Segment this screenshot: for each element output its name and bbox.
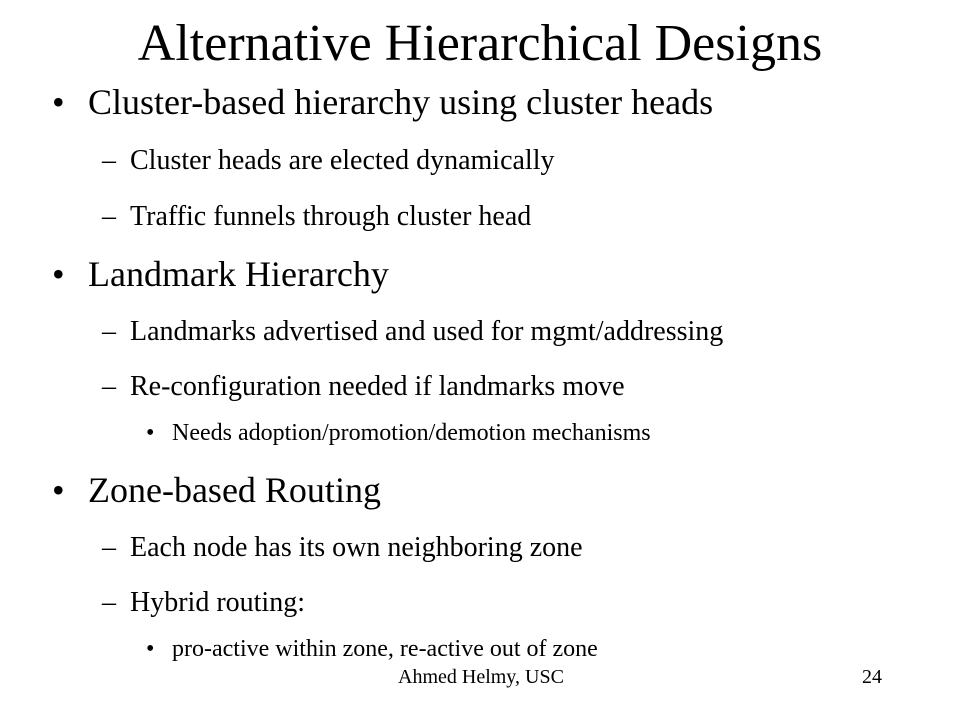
sub-sub-bullet-text: pro-active within zone, re-active out of zone <box>172 636 598 662</box>
footer-author: Ahmed Helmy, USC <box>398 666 564 688</box>
sub-bullet-traffic-funnels <box>102 199 532 235</box>
dash-marker: – <box>102 145 116 176</box>
sub-sub-bullet-text: Needs adoption/promotion/demotion mechanisms <box>172 420 651 446</box>
sub-bullet-landmarks-advertised <box>102 314 724 350</box>
bullet-text: Landmark Hierarchy <box>88 254 389 294</box>
sub-bullet-text: Hybrid routing: <box>130 587 305 618</box>
sub-bullet-cluster-heads-elected <box>102 143 555 179</box>
sub-bullet-text: Each node has its own neighboring zone <box>130 532 583 563</box>
sub-bullet-text: Landmarks advertised and used for mgmt/addressing <box>130 316 724 347</box>
bullet-text: Zone-based Routing <box>88 470 381 510</box>
sub-sub-bullet-pro-active <box>146 634 598 664</box>
sub-bullet-text: Re-configuration needed if landmarks move <box>130 371 625 402</box>
bullet-marker: • <box>146 636 155 662</box>
sub-bullet-reconfiguration <box>102 369 625 405</box>
bullet-cluster-based <box>52 80 714 124</box>
bullet-marker: • <box>52 254 65 294</box>
bullet-marker: • <box>52 82 65 122</box>
sub-bullet-text: Traffic funnels through cluster head <box>130 201 532 232</box>
bullet-zone-based-routing <box>52 468 381 512</box>
bullet-landmark-hierarchy <box>52 252 389 296</box>
bullet-marker: • <box>52 470 65 510</box>
sub-bullet-each-node <box>102 530 583 566</box>
dash-marker: – <box>102 587 116 618</box>
sub-bullet-text: Cluster heads are elected dynamically <box>130 145 555 176</box>
bullet-marker: • <box>146 420 155 446</box>
bullet-text: Cluster-based hierarchy using cluster heads <box>88 82 714 122</box>
dash-marker: – <box>102 532 116 563</box>
sub-sub-bullet-needs-adoption <box>146 418 651 448</box>
slide-title: Alternative Hierarchical Designs <box>137 15 823 72</box>
dash-marker: – <box>102 371 116 402</box>
dash-marker: – <box>102 316 116 347</box>
sub-bullet-hybrid-routing <box>102 585 305 621</box>
dash-marker: – <box>102 201 116 232</box>
footer-page-number: 24 <box>862 666 882 688</box>
